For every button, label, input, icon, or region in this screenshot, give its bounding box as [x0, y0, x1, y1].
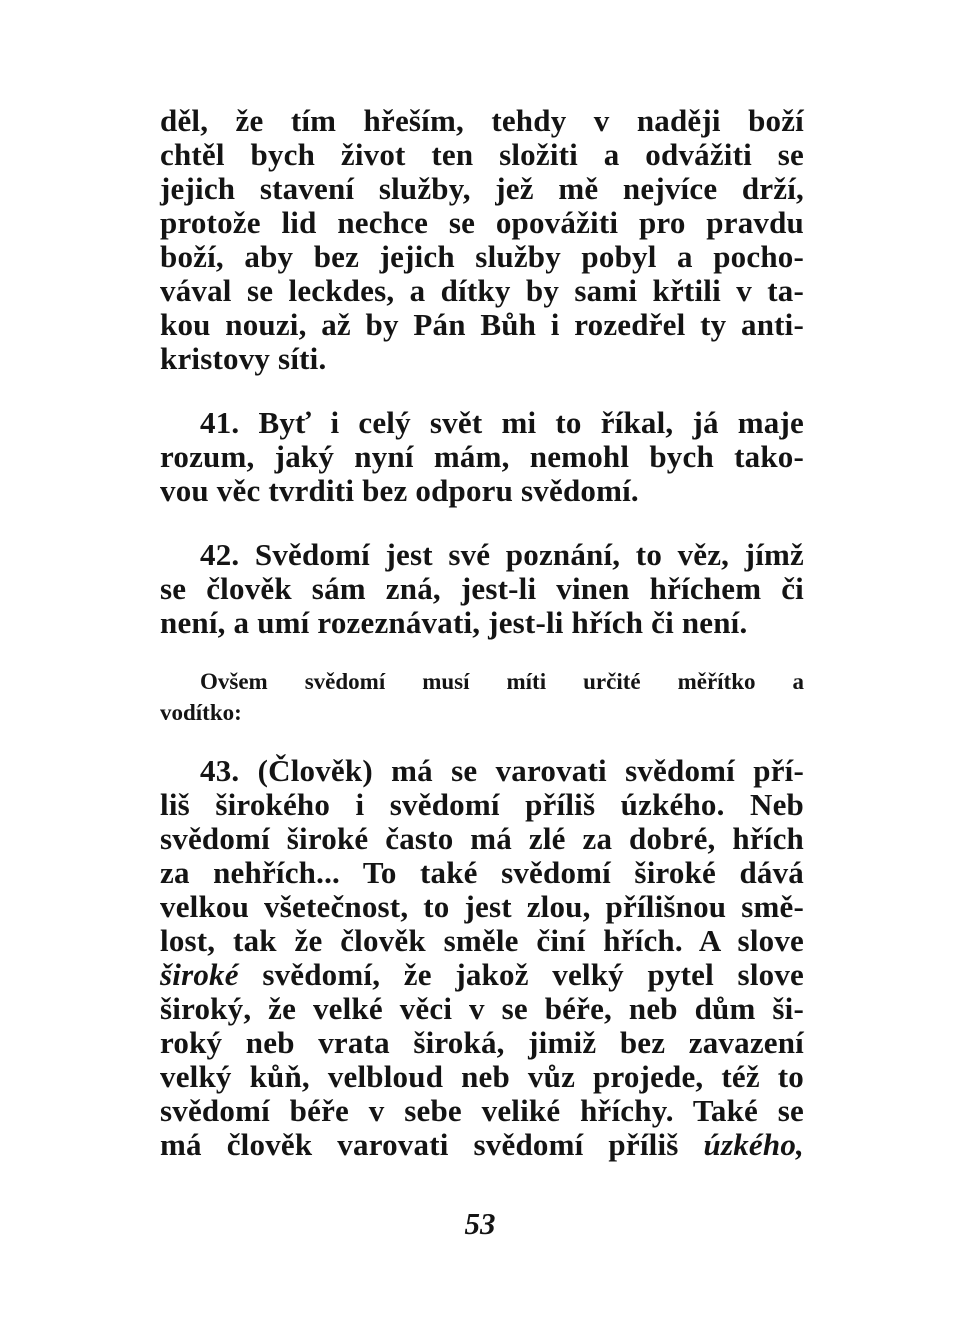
text-line: 43. (Člověk) má se varovati svědomí pří- — [200, 753, 804, 788]
text-line: roký neb vrata široká, jimiž bez zavazení — [160, 1025, 804, 1060]
text-line — [160, 1128, 804, 1162]
text-line: liš širokého i svědomí příliš úzkého. Neb — [160, 787, 804, 822]
emphasis-text: široké — [160, 957, 239, 992]
paragraph-42 — [160, 538, 804, 640]
text-line: 42. Svědomí jest své poznání, to věz, jímž — [200, 537, 804, 572]
text-span: svědomí, že jakož velký pytel slove — [238, 957, 804, 992]
text-line: jejich stavení služby, jež mě nejvíce drží, — [160, 171, 804, 206]
text-line: kristovy síti. — [160, 341, 327, 376]
text-line: velkou všetečnost, to jest zlou, přílišnou smě- — [160, 889, 804, 924]
text-line — [160, 958, 804, 992]
editorial-note — [160, 666, 804, 728]
paragraph-43 — [160, 754, 804, 1162]
text-line: kou nouzi, až by Pán Bůh i rozedřel ty anti- — [160, 307, 804, 342]
emphasis-text: úzkého, — [703, 1127, 804, 1162]
text-line: lost, tak že člověk směle činí hřích. A slove — [160, 923, 804, 958]
text-line: se člověk sám zná, jest-li vinen hříchem či — [160, 571, 804, 606]
text-line: široký, že velké věci v se béře, neb dům ši- — [160, 991, 804, 1026]
text-line: chtěl bych život ten složiti a odvážiti se — [160, 137, 804, 172]
text-line: protože lid nechce se opovážiti pro pravdu — [160, 205, 804, 240]
text-line: 41. Byť i celý svět mi to říkal, já maje — [200, 405, 804, 440]
page-number: 53 — [464, 1206, 496, 1241]
text-line: boží, aby bez jejich služby pobyl a pocho- — [160, 239, 804, 274]
page-text — [160, 104, 804, 1162]
text-line: za nehřích... To také svědomí široké dává — [160, 855, 804, 890]
paragraph-intro — [160, 104, 804, 376]
text-line: vával se leckdes, a dítky by sami křtili v ta- — [160, 273, 804, 308]
text-line: vou věc tvrditi bez odporu svědomí. — [160, 473, 639, 508]
text-line: děl, že tím hřeším, tehdy v naději boží — [160, 103, 804, 138]
text-line: velký kůň, velbloud neb vůz projede, též to — [160, 1059, 804, 1094]
text-line: vodítko: — [160, 700, 242, 725]
paragraph-41 — [160, 406, 804, 508]
text-line: není, a umí rozeznávati, jest-li hřích či není. — [160, 605, 748, 640]
text-span: má člověk varovati svědomí příliš — [160, 1127, 704, 1162]
text-line: rozum, jaký nyní mám, nemohl bych tako- — [160, 439, 804, 474]
text-line: Ovšem svědomí musí míti určité měřítko a — [200, 669, 804, 694]
text-line: svědomí béře v sebe veliké hříchy. Také se — [160, 1093, 804, 1128]
text-line: svědomí široké často má zlé za dobré, hřích — [160, 821, 804, 856]
